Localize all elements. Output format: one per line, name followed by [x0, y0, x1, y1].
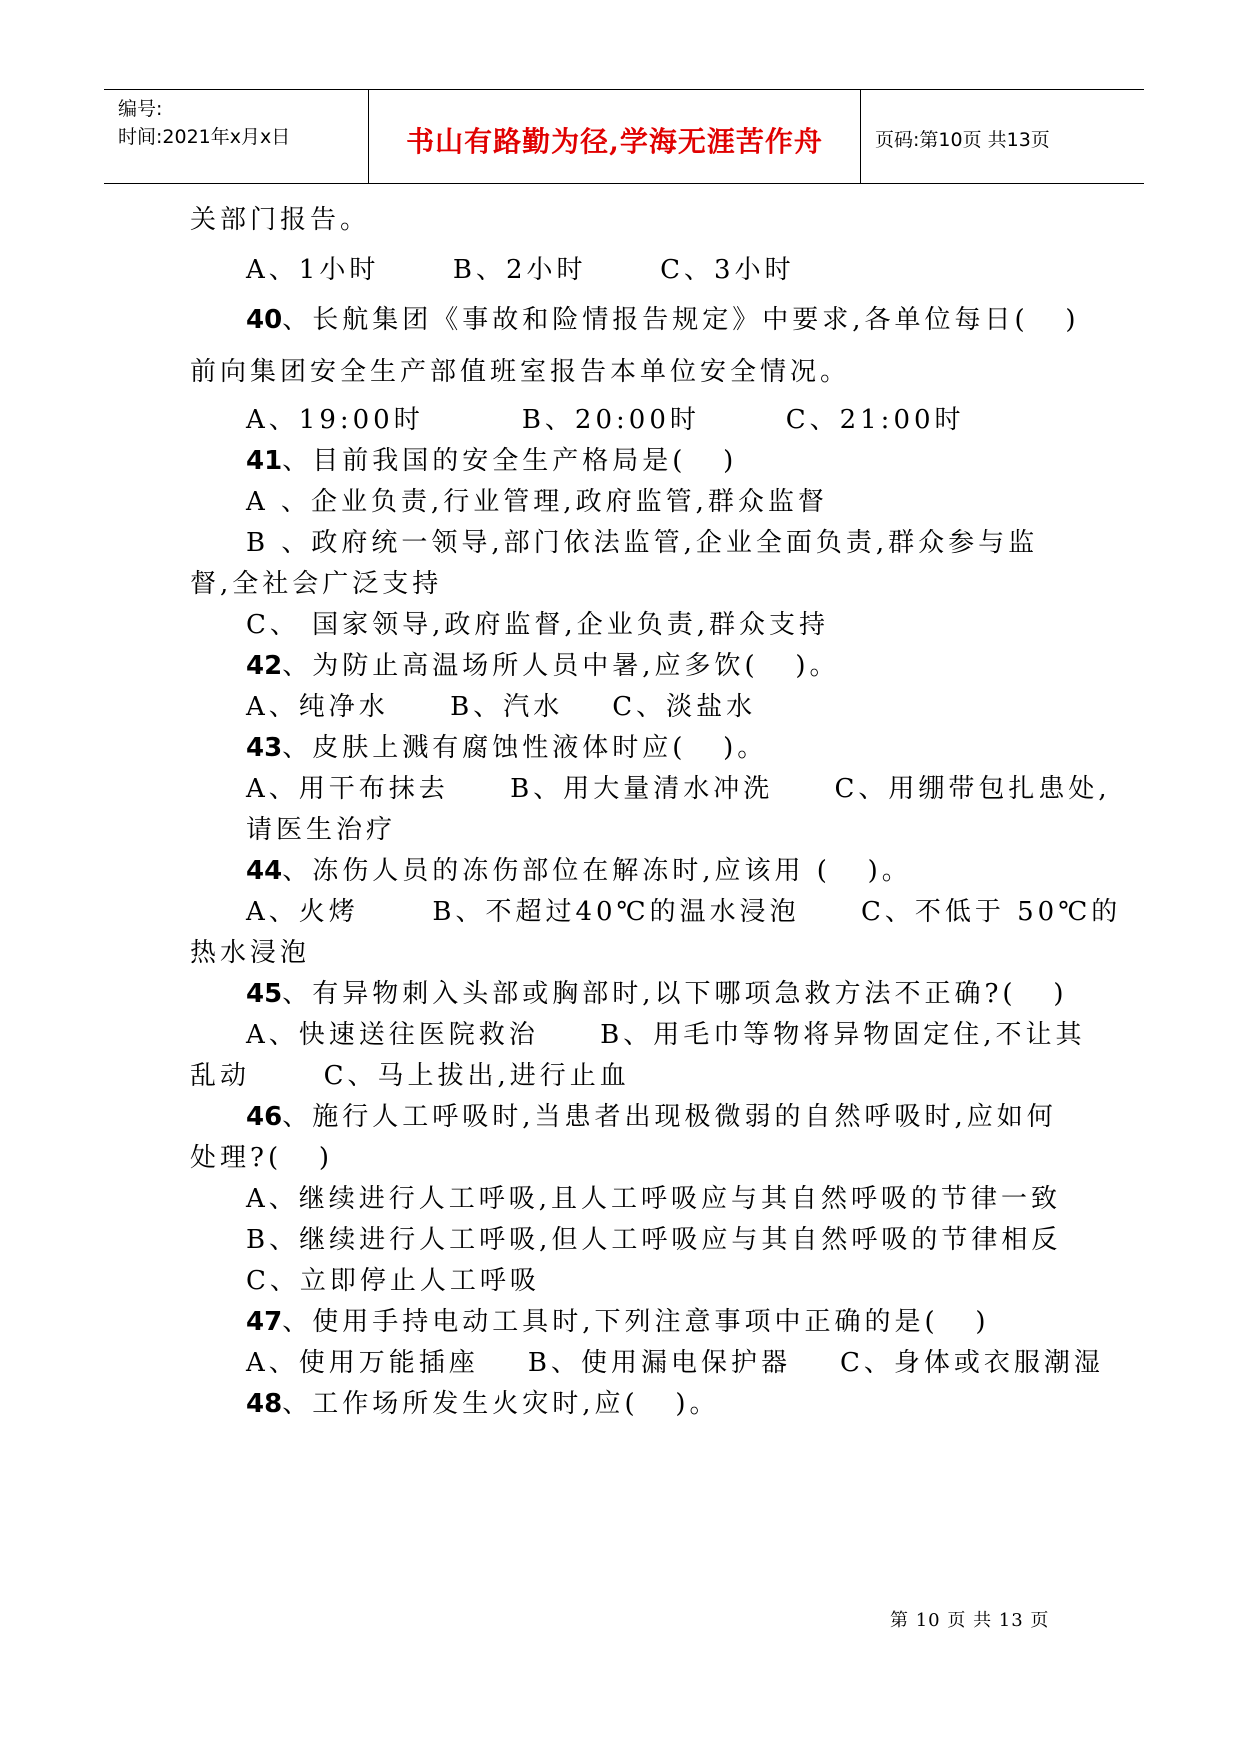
page-footer: 第 10 页 共 13 页	[890, 1610, 1050, 1631]
line-text: A、使用万能插座 B、使用漏电保护器 C、身体或衣服潮湿	[246, 1348, 1104, 1378]
question-number: 40	[246, 305, 283, 335]
line-text: A、火烤 B、不超过40℃的温水浸泡 C、不低于 50℃的	[246, 897, 1122, 927]
line-text: 关部门报告。	[190, 205, 371, 235]
line-text: 、有异物刺入头部或胸部时,以下哪项急救方法不正确?( )	[282, 979, 1068, 1009]
question-line	[246, 305, 1080, 335]
text-line	[246, 815, 396, 845]
header-right-cell	[861, 90, 1144, 183]
text-line	[246, 1020, 1085, 1050]
text-line	[246, 405, 965, 435]
line-text: 、皮肤上溅有腐蚀性液体时应( )。	[282, 733, 768, 763]
question-number: 44	[246, 856, 283, 886]
line-text: 督,全社会广泛支持	[190, 569, 443, 599]
question-line	[246, 733, 767, 763]
line-text: 、工作场所发生火灾时,应( )。	[282, 1389, 720, 1419]
line-text: A、19:00时 B、20:00时 C、21:00时	[246, 405, 965, 435]
text-line	[246, 487, 828, 517]
text-line	[190, 938, 310, 968]
number-label: 编号:	[118, 98, 163, 120]
line-text: A、继续进行人工呼吸,且人工呼吸应与其自然呼吸的节律一致	[246, 1184, 1062, 1214]
document-header	[104, 89, 1144, 184]
text-line	[246, 1184, 1061, 1214]
time-label: 时间:2021年x月x日	[118, 126, 291, 148]
line-text: C、 国家领导,政府监督,企业负责,群众支持	[246, 610, 829, 640]
question-line	[246, 651, 840, 681]
text-line	[190, 569, 442, 599]
line-text: B 、政府统一领导,部门依法监管,企业全面负责,群众参与监	[246, 528, 1039, 558]
text-line	[190, 1143, 333, 1173]
question-line	[246, 1389, 720, 1419]
text-line	[190, 1061, 630, 1091]
question-number: 47	[246, 1307, 283, 1337]
line-text: 、冻伤人员的冻伤部位在解冻时,应该用 ( )。	[282, 856, 912, 886]
question-number: 43	[246, 733, 283, 763]
line-text: 、长航集团《事故和险情报告规定》中要求,各单位每日( )	[282, 305, 1080, 335]
motto: 书山有路勤为径,学海无涯苦作舟	[406, 125, 823, 158]
line-text: 乱动 C、马上拔出,进行止血	[190, 1061, 630, 1091]
text-line	[246, 528, 1038, 558]
question-line	[246, 979, 1067, 1009]
question-number: 48	[246, 1389, 283, 1419]
header-middle-cell	[369, 90, 861, 183]
question-number: 41	[246, 446, 283, 476]
header-left-cell	[104, 90, 369, 183]
line-text: A 、企业负责,行业管理,政府监管,群众监督	[246, 487, 828, 517]
text-line	[246, 1348, 1104, 1378]
question-line	[246, 1102, 1057, 1132]
line-text: B、继续进行人工呼吸,但人工呼吸应与其自然呼吸的节律相反	[246, 1225, 1062, 1255]
line-text: C、立即停止人工呼吸	[246, 1266, 540, 1296]
question-number: 46	[246, 1102, 283, 1132]
question-line	[246, 856, 912, 886]
question-line	[246, 1307, 990, 1337]
line-text: A、1小时 B、2小时 C、3小时	[246, 255, 795, 285]
line-text: 、为防止高温场所人员中暑,应多饮( )。	[282, 651, 840, 681]
line-text: 、使用手持电动工具时,下列注意事项中正确的是( )	[282, 1307, 990, 1337]
line-text: 、目前我国的安全生产格局是( )	[282, 446, 738, 476]
text-line	[190, 357, 850, 387]
text-line	[246, 255, 795, 285]
text-line	[246, 897, 1121, 927]
line-text: 、施行人工呼吸时,当患者出现极微弱的自然呼吸时,应如何	[282, 1102, 1057, 1132]
line-text: 请医生治疗	[246, 815, 397, 845]
line-text: 处理?( )	[190, 1143, 334, 1173]
question-number: 45	[246, 979, 283, 1009]
text-line	[246, 1225, 1061, 1255]
line-text: A、用干布抹去 B、用大量清水冲洗 C、用绷带包扎患处,	[246, 774, 1111, 804]
text-line	[246, 774, 1111, 804]
text-line	[190, 205, 370, 235]
text-line	[246, 692, 756, 722]
line-text: A、纯净水 B、汽水 C、淡盐水	[246, 692, 757, 722]
text-line	[246, 1266, 540, 1296]
line-text: 前向集团安全生产部值班室报告本单位安全情况。	[190, 357, 851, 387]
question-number: 42	[246, 651, 283, 681]
text-line	[246, 610, 829, 640]
page-label: 页码:第10页 共13页	[875, 129, 1050, 151]
question-line	[246, 446, 737, 476]
line-text: 热水浸泡	[190, 938, 311, 968]
line-text: A、快速送往医院救治 B、用毛巾等物将异物固定住,不让其	[246, 1020, 1086, 1050]
